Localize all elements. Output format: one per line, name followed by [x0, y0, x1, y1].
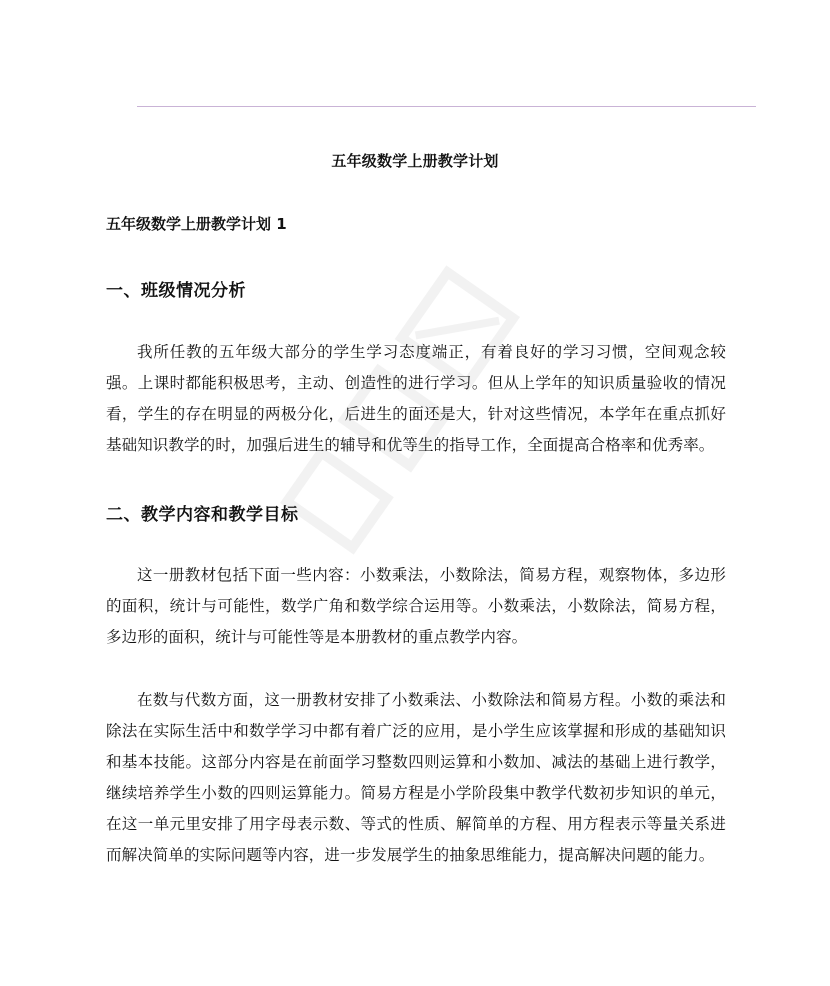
- paragraph-class-analysis: 我所任教的五年级大部分的学生学习态度端正，有着良好的学习习惯，空间观念较强。上课时都能积极思考，主动、创造性的进行学习。但从上学年的知识质量验收的情况看，学生的存在明显的两极分化，后进生的面还是大，针对这些情况，本学年在重点抓好基础知识教学的时，加强后进生的辅导和优等生的指导工作，全面提高合格率和优秀率。: [106, 343, 726, 454]
- header-rule: [137, 106, 756, 107]
- document-title: 五年级数学上册教学计划: [331, 152, 499, 170]
- section-heading-teaching-content: 二、教学内容和教学目标: [106, 505, 299, 525]
- document-subtitle: 五年级数学上册教学计划 1: [106, 215, 287, 233]
- paragraph-teaching-content-2: 在数与代数方面，这一册教材安排了小数乘法、小数除法和简易方程。小数的乘法和除法在实际生活中和数学学习中都有着广泛的应用，是小学生应该掌握和形成的基础知识和基本技能。这部分内容是在前面学习整数四则运算和小数加、减法的基础上进行教学，继续培养学生小数的四则运算能力。简易方程是小学阶段集中教学代数初步知识的单元，在这一单元里安排了用字母表示数、等式的性质、解简单的方程、用方程表示等量关系进而解决简单的实际问题等内容，进一步发展学生的抽象思维能力，提高解决问题的能力。: [106, 691, 726, 864]
- section-heading-class-analysis: 一、班级情况分析: [106, 281, 246, 301]
- paragraph-teaching-content-1: 这一册教材包括下面一些内容：小数乘法，小数除法，简易方程，观察物体，多边形的面积，统计与可能性，数学广角和数学综合运用等。小数乘法，小数除法，简易方程，多边形的面积，统计与可能性等是本册教材的重点教学内容。: [106, 566, 726, 646]
